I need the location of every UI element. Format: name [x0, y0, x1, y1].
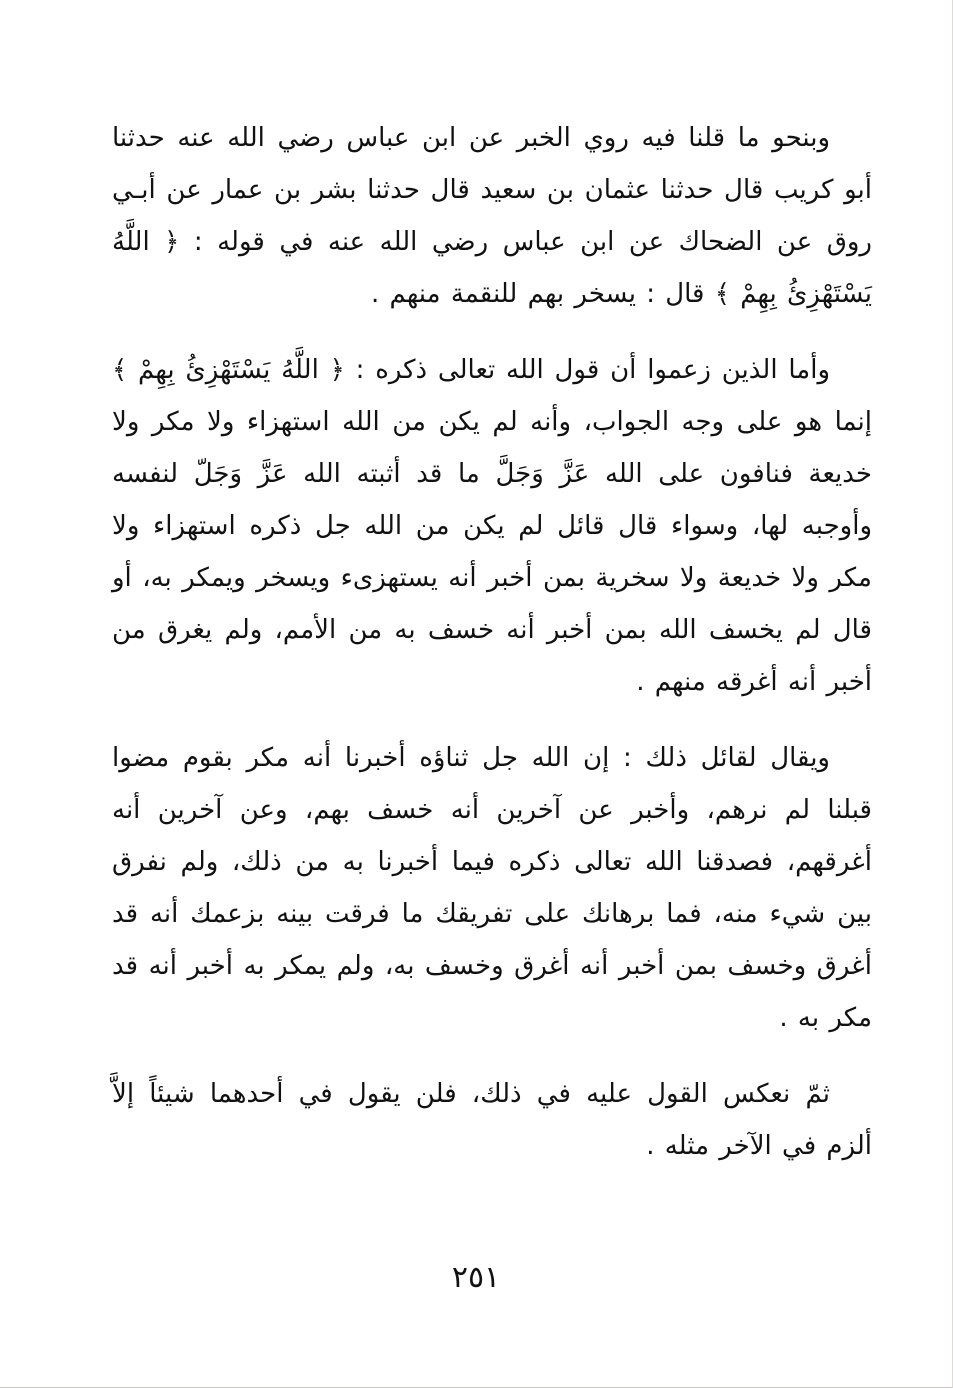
paragraph-refutation-claim: وأما الذين زعموا أن قول الله تعالى ذكره : ﴿ اللَّهُ يَسْتَهْزِئُ بِهِمْ ﴾ إنما هو على وجه الجواب، وأنه لم يكن من الله استهزاء ولا مكر ولا خديعة فنافون على الله عَزَّ وَجَلَّ ما قد أثبته الله عَزَّ وَجَلّ لنفسه وأوجبه لها، وسواء قال قائل لم يكن من الله جل ذكره استهزاء ولا مكر ولا خديعة ولا سخرية بمن أخبر أنه يستهزىء ويسخر ويمكر به، أو قال لم يخسف الله بمن أخبر أنه خسف به من الأمم، ولم يغرق من أخبر أنه أغرقه منهم .: [112, 355, 872, 697]
paragraph-conclusion: ثمّ نعكس القول عليه في ذلك، فلن يقول في أحدهما شيئاً إلاَّ ألزم في الآخر مثله .: [112, 1079, 872, 1161]
page-number: ٢٥١: [451, 1260, 501, 1295]
paragraph-response-argument: ويقال لقائل ذلك : إن الله جل ثناؤه أخبرنا أنه مكر بقوم مضوا قبلنا لم نرهم، وأخبر عن آخرين أنه خسف بهم، وعن آخرين أنه أغرقهم، فصدقنا الله تعالى ذكره فيما أخبرنا به من ذلك، ولم نفرق بين شيء منه، فما برهانك على تفريقك ما فرقت بينه بزعمك أنه قد أغرق وخسف بمن أخبر أنه أغرق وخسف به، ولم يمكر به أخبر أنه قد مكر به .: [112, 743, 872, 1033]
paragraph-hadith-ibn-abbas: وبنحو ما قلنا فيه روي الخبر عن ابن عباس رضي الله عنه حدثنا أبو كريب قال حدثنا عثمان بن سعيد قال حدثنا بشر بن عمار عن أبـي روق عن الضحاك عن ابن عباس رضي الله عنه في قوله : ﴿ اللَّهُ يَسْتَهْزِئُ بِهِمْ ﴾ قال : يسخر بهم للنقمة منهم .: [112, 123, 872, 309]
text-block: [112, 112, 872, 1196]
